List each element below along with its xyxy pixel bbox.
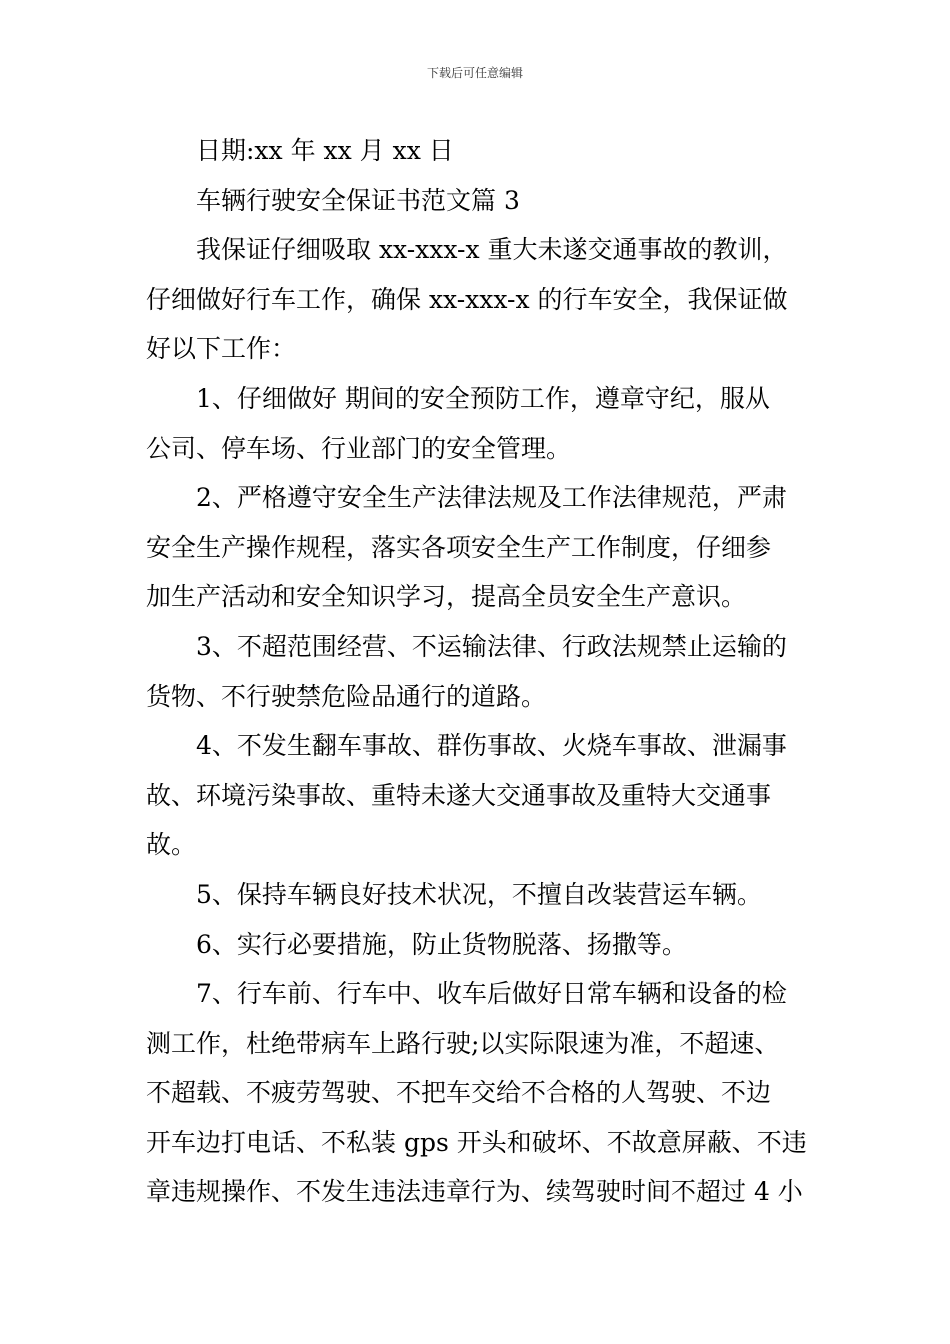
text-line: 车辆行驶安全保证书范文篇 3 [196,185,520,215]
text-line: 不超载、不疲劳驾驶、不把车交给不合格的人驾驶、不边 [146,1078,772,1108]
text-line: 章违规操作、不发生违法违章行为、续驾驶时间不超过 4 小 [146,1177,803,1207]
text-line: 好以下工作： [146,334,297,364]
text-line: 1、仔细做好 期间的安全预防工作，遵章守纪，服从 [196,383,770,413]
text-line: 我保证仔细吸取 xx-xxx-x 重大未遂交通事故的教训， [196,235,788,265]
text-line: 开车边打电话、不私装 gps 开头和破坏、不故意屏蔽、不违 [146,1127,807,1157]
text-line: 6、实行必要措施，防止货物脱落、扬撒等。 [196,929,687,959]
text-line: 2、严格遵守安全生产法律法规及工作法律规范，严肃 [196,483,787,513]
text-line: 故。 [146,830,197,860]
text-line: 4、不发生翻车事故、群伤事故、火烧车事故、泄漏事 [196,731,787,761]
text-line: 5、保持车辆良好技术状况，不擅自改装营运车辆。 [196,879,762,909]
text-line: 加生产活动和安全知识学习，提高全员安全生产意识。 [146,582,747,612]
text-line: 仔细做好行车工作，确保 xx-xxx-x 的行车安全，我保证做 [146,284,788,314]
document-body [146,126,808,1217]
text-line: 测工作，杜绝带病车上路行驶;以实际限速为准，不超速、 [146,1028,780,1058]
text-line: 日期:xx 年 xx 月 xx 日 [196,136,454,165]
text-line: 公司、停车场、行业部门的安全管理。 [146,433,572,463]
text-line: 故、环境污染事故、重特未遂大交通事故及重特大交通事 [146,780,772,810]
page-header: 下载后可任意编辑 [426,66,523,80]
text-line: 安全生产操作规程，落实各项安全生产工作制度，仔细参 [146,532,772,562]
text-line: 货物、不行驶禁危险品通行的道路。 [146,681,547,711]
text-line: 3、不超范围经营、不运输法律、行政法规禁止运输的 [196,631,787,661]
text-line: 7、行车前、行车中、收车后做好日常车辆和设备的检 [196,979,787,1009]
